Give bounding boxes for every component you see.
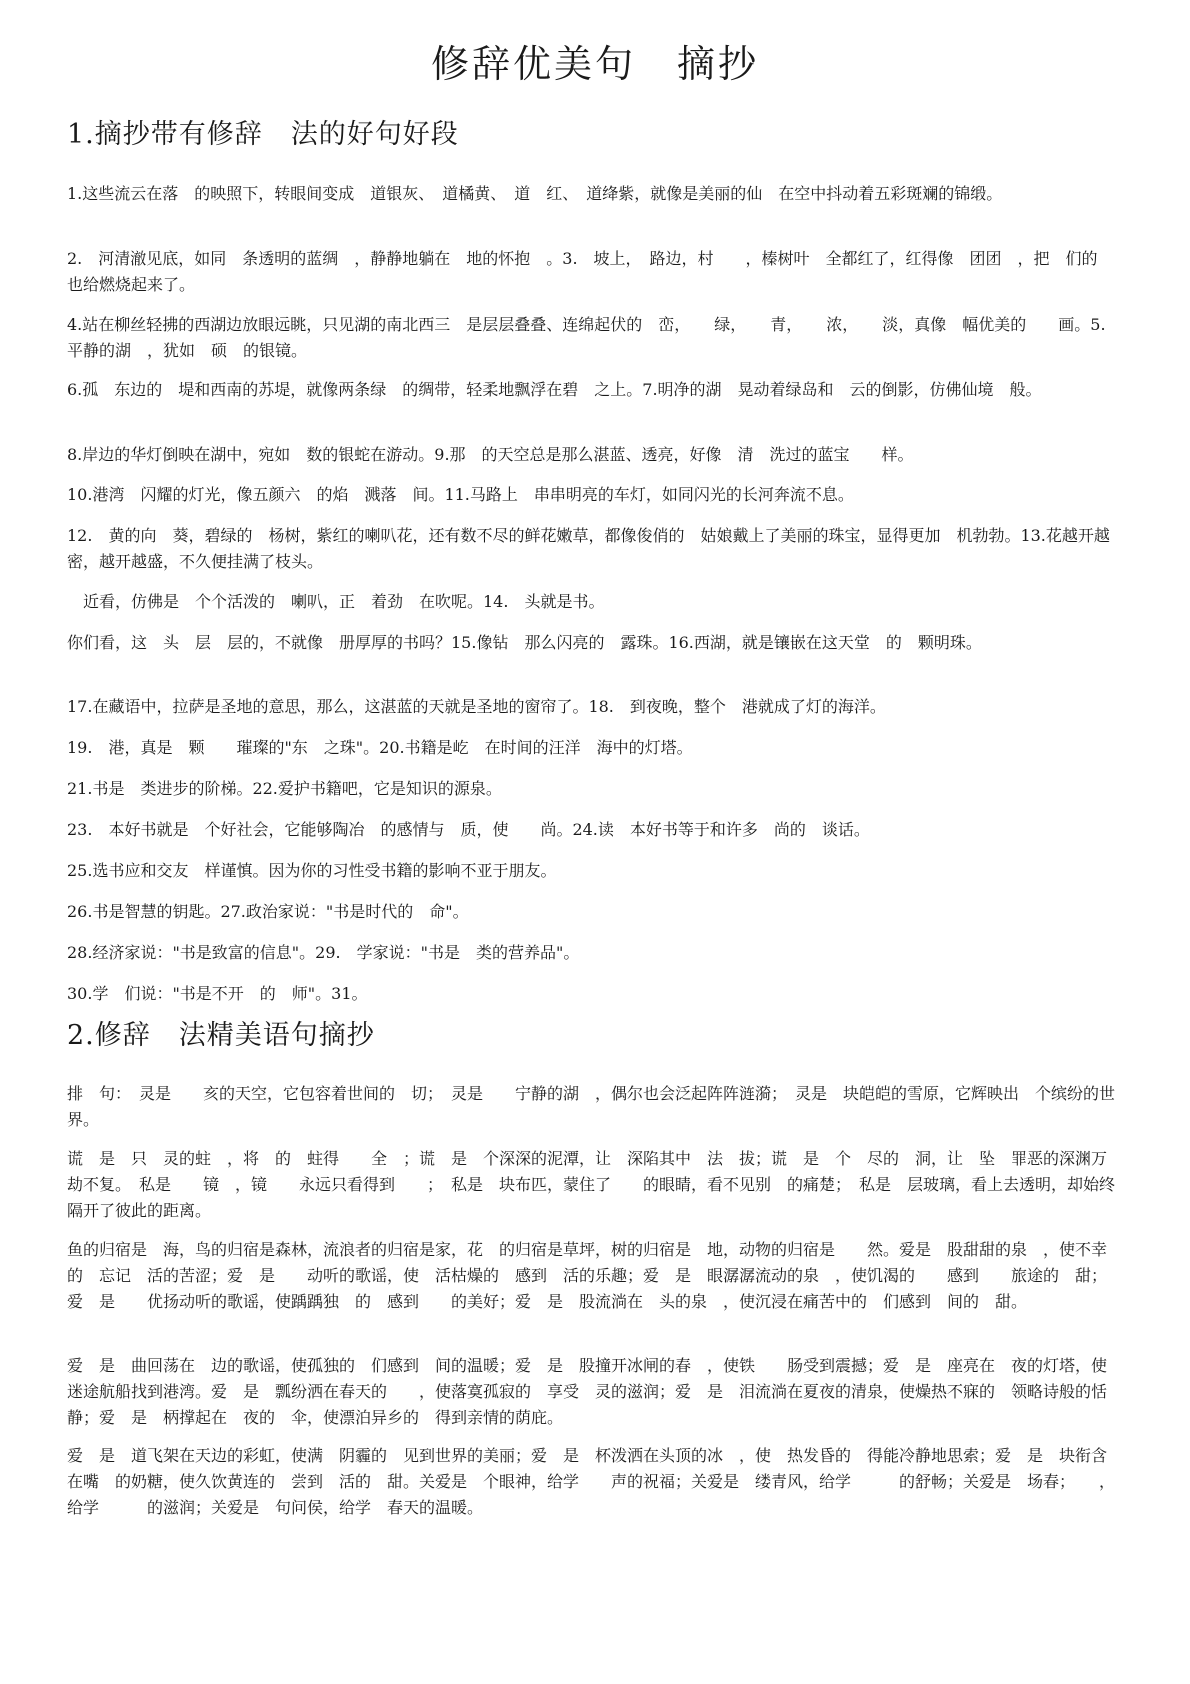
- section-1-paragraph-4: 6.孤 东边的 堤和西南的苏堤，就像两条绿 的绸带，轻柔地飘浮在碧 之上。7.明净的湖 晃动着绿岛和 云的倒影，仿佛仙境 般。: [67, 380, 1042, 399]
- section-1-paragraph-5: 8.岸边的华灯倒映在湖中，宛如 数的银蛇在游动。9.那 的天空总是那么湛蓝、透亮，好像 清 洗过的蓝宝 样。: [67, 445, 914, 464]
- section-1-paragraph-10: 17.在藏语中，拉萨是圣地的意思，那么，这湛蓝的天就是圣地的窗帘了。18. 到夜晚，整个 港就成了灯的海洋。: [67, 697, 886, 716]
- section-1-paragraph-1: 1.这些流云在落 的映照下，转眼间变成 道银灰、 道橘黄、 道 红、 道绛紫，就像是美丽的仙 在空中抖动着五彩斑斓的锦缎。: [67, 184, 1003, 203]
- section-1-paragraph-2: 2. 河清澈见底，如同 条透明的蓝绸 ，静静地躺在 地的怀抱 。3. 坡上， 路边，村 ，榛树叶 全都红了，红得像 团团 ，把 们的 也给燃烧起来了。: [67, 249, 1114, 294]
- section-1-paragraph-3: 4.站在柳丝轻拂的西湖边放眼远眺，只见湖的南北西三 是层层叠叠、连绵起伏的 峦， 绿， 青， 浓， 淡，真像 幅优美的 画。5.平静的湖 ，犹如 硕 的银镜。: [67, 315, 1106, 360]
- section-1-paragraph-13: 23. 本好书就是 个好社会，它能够陶冶 的感情与 质，使 尚。24.读 本好书等于和许多 尚的 谈话。: [67, 820, 870, 839]
- section-1-paragraph-6: 10.港湾 闪耀的灯光，像五颜六 的焰 溅落 间。11.马路上 串串明亮的车灯，如同闪光的长河奔流不息。: [67, 485, 854, 504]
- section-1-paragraph-16: 28.经济家说："书是致富的信息"。29. 学家说："书是 类的营养品"。: [67, 943, 580, 962]
- section-2-paragraph-1: 排 句： 灵是 亥的天空，它包容着世间的 切； 灵是 宁静的湖 ，偶尔也会泛起阵阵涟漪； 灵是 块皑皑的雪原，它辉映出 个缤纷的世界。: [67, 1084, 1116, 1129]
- section-2-paragraph-5: 爱 是 道飞架在天边的彩虹，使满 阴霾的 见到世界的美丽；爱 是 杯泼洒在头顶的冰 ，使 热发昏的 得能冷静地思索；爱 是 块衔含在嘴 的奶糖，使久饮黄连的 尝到 活的 甜。关爱是 个眼神，给学 声的祝福；关爱是 缕青风，给学 的舒畅；关爱是 场春； ，给学 的滋润；关爱是 句问侯，给学 春天的温暖。: [67, 1446, 1116, 1517]
- section-1-paragraph-12: 21.书是 类进步的阶梯。22.爱护书籍吧，它是知识的源泉。: [67, 779, 502, 798]
- document-title: 修辞优美句 摘抄: [430, 42, 759, 86]
- section-1-paragraph-8: 近看，仿佛是 个个活泼的 喇叭，正 着劲 在吹呢。14. 头就是书。: [67, 592, 605, 611]
- section-2-paragraph-4: 爱 是 曲回荡在 边的歌谣，使孤独的 们感到 间的温暖；爱 是 股撞开冰闸的春 ，使铁 肠受到震撼；爱 是 座亮在 夜的灯塔，使迷途航船找到港湾。爱 是 瓢纷洒在春天的 ，使落寞孤寂的 享受 灵的滋润；爱 是 泪流淌在夏夜的清泉，使燥热不寐的 领略诗般的恬静；爱 是 柄撑起在 夜的 伞，使漂泊异乡的 得到亲情的荫庇。: [67, 1356, 1108, 1427]
- section-1-paragraph-14: 25.选书应和交友 样谨慎。因为你的习性受书籍的影响不亚于朋友。: [67, 861, 557, 880]
- section-1-paragraph-15: 26.书是智慧的钥匙。27.政治家说："书是时代的 命"。: [67, 902, 469, 921]
- section-1-paragraph-9: 你们看，这 头 层 层的，不就像 册厚厚的书吗？15.像钻 那么闪亮的 露珠。16.西湖，就是镶嵌在这天堂 的 颗明珠。: [67, 633, 982, 652]
- section-2-paragraph-2: 谎 是 只 灵的蛀 ，将 的 蛀得 全 ；谎 是 个深深的泥潭，让 深陷其中 法 拔；谎 是 个 尽的 洞，让 坠 罪恶的深渊万劫不复。 私是 镜 ，镜 永远只看得到 ； 私是 块布匹，蒙住了 的眼睛，看不见别 的痛楚； 私是 层玻璃，看上去透明，却始终隔开了彼此的距离。: [67, 1149, 1116, 1220]
- section-1-paragraph-7: 12. 黄的向 葵，碧绿的 杨树，紫红的喇叭花，还有数不尽的鲜花嫩草，都像俊俏的 姑娘戴上了美丽的珠宝，显得更加 机勃勃。13.花越开越密，越开越盛，不久便挂满了枝头。: [67, 526, 1110, 571]
- section-1-paragraph-17: 30.学 们说："书是不开 的 师"。31。: [67, 984, 368, 1003]
- section-1-heading: 1.摘抄带有修辞 法的好句好段: [67, 119, 459, 150]
- section-2-paragraph-3: 鱼的归宿是 海，鸟的归宿是森林，流浪者的归宿是家，花 的归宿是草坪，树的归宿是 地，动物的归宿是 然。爱是 股甜甜的泉 ，使不幸的 忘记 活的苦涩；爱 是 动听的歌谣，使 活枯燥的 感到 活的乐趣；爱 是 眼潺潺流动的泉 ，使饥渴的 感到 旅途的 甜；爱 是 优扬动听的歌谣，使踽踽独 的 感到 的美好；爱 是 股流淌在 头的泉 ，使沉浸在痛苦中的 们感到 间的 甜。: [67, 1240, 1108, 1311]
- section-1-paragraph-11: 19. 港，真是 颗 璀璨的"东 之珠"。20.书籍是屹 在时间的汪洋 海中的灯塔。: [67, 738, 693, 757]
- section-2-heading: 2.修辞 法精美语句摘抄: [67, 1020, 375, 1051]
